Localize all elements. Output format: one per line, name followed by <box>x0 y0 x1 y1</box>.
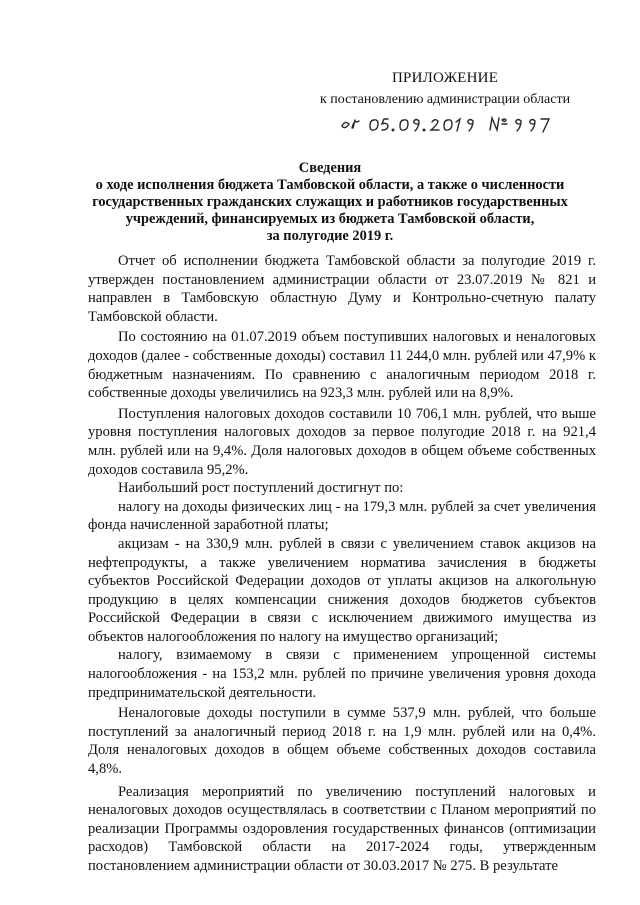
document-heading <box>60 160 600 245</box>
paragraph-growth-intro: Наибольший рост поступлений достигнут по: <box>118 480 404 497</box>
paragraph-excise: акцизам - на 330,9 млн. рублей в связи с увеличением ставок акцизов на нефтепродукты, а также увеличением норматива зачисления в бюджеты субъектов Российской Федерации доходов от уплаты акцизов на алкогольную продукцию в целях компенсации снижения доходов бюджетов субъектов Российской Федерации в связи с исключением движимого имущества из объектов налогообложения по налогу на имущество организаций; <box>88 535 596 645</box>
appendix-subtitle: к постановлению администрации области <box>320 92 571 107</box>
paragraph-income-tax: налогу на доходы физических лиц - на 179,3 млн. рублей за счет увеличения фонда начисленной заработной платы; <box>88 498 596 534</box>
appendix-title: ПРИЛОЖЕНИЕ <box>392 70 499 86</box>
paragraph-non-tax-revenues: Неналоговые доходы поступили в сумме 537,9 млн. рублей, что больше поступлений за аналогичный период 2018 г. на 1,9 млн. рублей или на 0,4%. Доля неналоговых доходов в общем объеме собственных доходов составила 4,8%. <box>88 705 596 778</box>
heading-line-3: государственных гражданских служащих и работников государственных <box>92 194 568 210</box>
paragraph-simplified-tax: налогу, взимаемому в связи с применением упрощенной системы налогообложения - на 153,2 млн. рублей по причине увеличения уровня дохода предпринимательской деятельности. <box>88 647 596 701</box>
paragraph-measures: Реализация мероприятий по увеличению поступлений налоговых и неналоговых доходов осуществлялась в соответствии с Планом мероприятий по реализации Программы оздоровления государственных финансов (оптимизации расходов) Тамбовской области на 2017-2024 годы, утвержденным постановлением администрации области от 30.03.2017 № 275. В результате <box>88 783 596 874</box>
heading-line-5: за полугодие 2019 г. <box>266 228 394 244</box>
paragraph-tax-revenues: Поступления налоговых доходов составили 10 706,1 млн. рублей, что выше уровня поступления налоговых доходов за первое полугодие 2018 г. на 921,4 млн. рублей или на 9,4%. Доля налоговых доходов в общем объеме собственных доходов составила 95,2%. <box>88 405 596 478</box>
heading-line-4: учреждений, финансируемых из бюджета Тамбовской области, <box>125 211 535 227</box>
heading-line-2: о ходе исполнения бюджета Тамбовской области, а также о численности <box>95 177 565 193</box>
document-body <box>88 252 596 876</box>
heading-line-1: Сведения <box>298 160 362 176</box>
handwritten-date-number <box>338 110 578 136</box>
paragraph-report: Отчет об исполнении бюджета Тамбовской области за полугодие 2019 г. утвержден постановлением администрации области от 23.07.2019 № 821 и направлен в Тамбовскую областную Думу и Контрольно-счетную палату Тамбовской области. <box>88 253 596 325</box>
paragraph-own-revenues: По состоянию на 01.07.2019 объем поступивших налоговых и неналоговых доходов (далее - собственные доходы) составил 11 244,0 млн. рублей или 47,9% к бюджетным назначениям. По сравнению с аналогичным периодом 2018 г. собственные доходы увеличились на 923,3 млн. рублей или на 8,9%. <box>88 329 596 402</box>
